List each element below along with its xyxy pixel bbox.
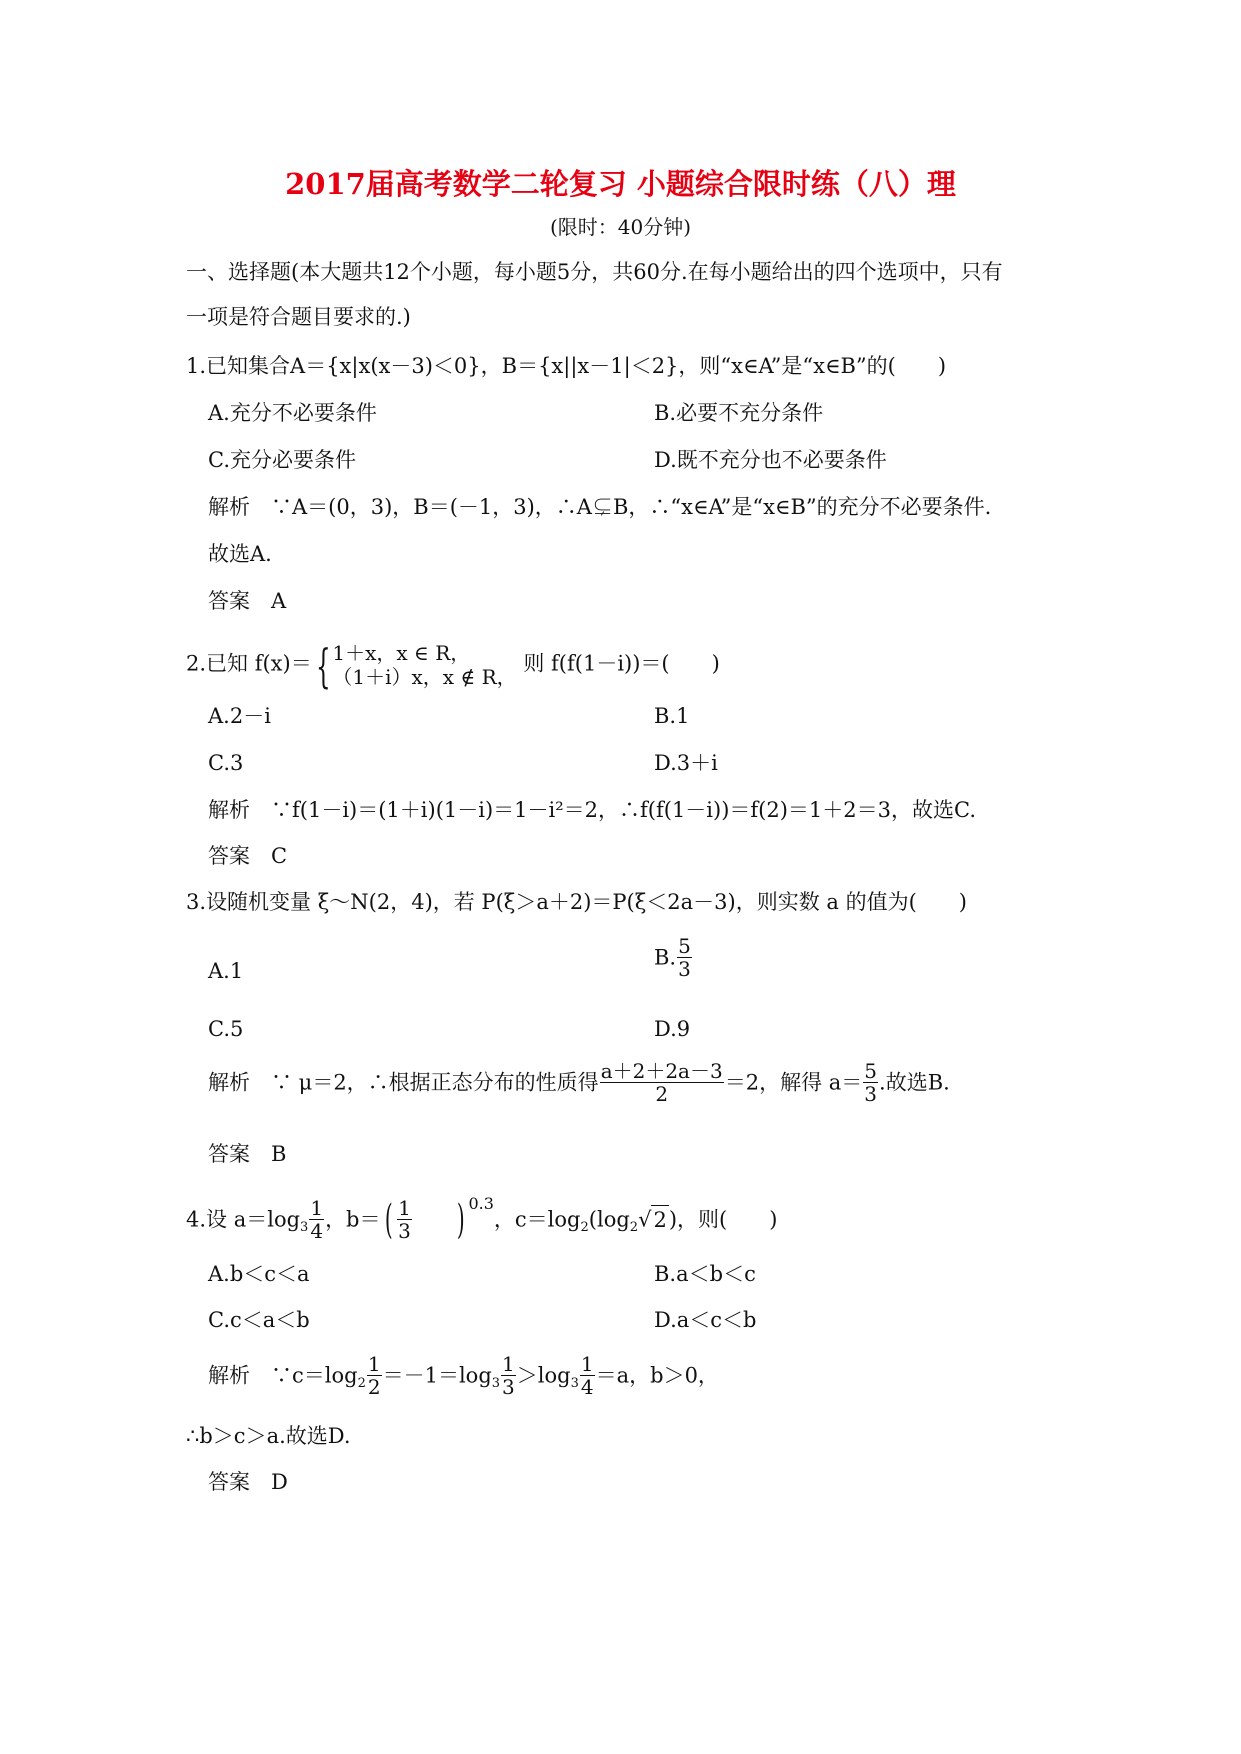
q3-analysis-mid: ＝2，解得 a＝ bbox=[724, 1070, 863, 1095]
q3-option-b-label: B. bbox=[654, 945, 677, 970]
q1-option-b: B.必要不充分条件 bbox=[654, 401, 824, 425]
q4-an-mid1: ＝－1＝log bbox=[382, 1363, 492, 1388]
q4-an-pre: 解析 ∵c＝log bbox=[208, 1363, 358, 1388]
q3-option-b-den: 3 bbox=[678, 957, 691, 981]
q4-an-base-3a: 3 bbox=[491, 1376, 501, 1391]
q3-option-a: A.1 bbox=[208, 959, 244, 983]
q1-option-d: D.既不充分也不必要条件 bbox=[654, 448, 887, 472]
q4-exp-b: 0.3 bbox=[468, 1194, 494, 1213]
q1-option-a: A.充分不必要条件 bbox=[208, 401, 377, 425]
q2-case-2: （1＋i）x，x ∉ R， bbox=[332, 665, 517, 689]
q4-an-frac-1 bbox=[367, 1353, 382, 1398]
q4-an-base-2: 2 bbox=[357, 1376, 366, 1391]
q2-analysis: 解析 ∵f(1－i)＝(1＋i)(1－i)＝1－i²＝2，∴f(f(1－i))＝f(2)＝1＋2＝3，故选C. bbox=[208, 798, 977, 822]
q1-analysis: 解析 ∵A＝(0，3)，B＝(－1，3)，∴A⊊B，∴“x∈A”是“x∈B”的充分不必要条件. bbox=[208, 495, 992, 519]
q4-answer: 答案 D bbox=[208, 1470, 288, 1494]
q3-option-b-num: 5 bbox=[678, 934, 691, 958]
q4-option-d: D.a＜c＜b bbox=[654, 1308, 757, 1332]
section-intro-line-2: 一项是符合题目要求的.) bbox=[186, 305, 411, 329]
q4-an-frac-3 bbox=[580, 1353, 595, 1398]
q3-analysis-prefix: 解析 ∵ μ＝2，∴根据正态分布的性质得 bbox=[208, 1070, 599, 1095]
q4-base-3: 3 bbox=[300, 1220, 309, 1235]
q3-result-den: 3 bbox=[864, 1082, 878, 1106]
q4-an-f1-num: 1 bbox=[367, 1352, 381, 1376]
q4-base-2-inner: 2 bbox=[629, 1220, 639, 1235]
q2-case-1: 1＋x，x ∈ R， bbox=[332, 641, 471, 665]
q4-an-frac-2 bbox=[501, 1353, 516, 1398]
q4-stem-b: ，b＝ bbox=[325, 1207, 381, 1232]
q3-answer: 答案 B bbox=[208, 1142, 287, 1166]
q2-stem bbox=[186, 639, 720, 693]
q4-an-f3-num: 1 bbox=[580, 1352, 594, 1376]
q3-option-d: D.9 bbox=[654, 1017, 691, 1041]
q4-analysis bbox=[208, 1353, 719, 1398]
q4-analysis-cont: ∴b＞c＞a.故选D. bbox=[186, 1424, 351, 1448]
q3-result-num: 5 bbox=[864, 1059, 878, 1083]
q4-an-f2-num: 1 bbox=[502, 1352, 515, 1376]
q1-option-c: C.充分必要条件 bbox=[208, 448, 356, 472]
q4-stem-a: 4.设 a＝log bbox=[186, 1207, 301, 1232]
q4-frac-b bbox=[397, 1197, 412, 1242]
q3-analysis-frac-num: a＋2＋2a－3 bbox=[600, 1059, 723, 1083]
q4-stem bbox=[186, 1190, 777, 1242]
q4-frac-b-num: 1 bbox=[398, 1196, 411, 1220]
q3-analysis bbox=[208, 1060, 950, 1105]
q3-option-b bbox=[654, 935, 693, 980]
q4-option-c: C.c＜a＜b bbox=[208, 1308, 310, 1332]
q2-option-d: D.3＋i bbox=[654, 751, 718, 775]
q1-answer: 答案 A bbox=[208, 589, 287, 613]
q2-option-a: A.2－i bbox=[208, 704, 271, 728]
q4-an-f2-den: 3 bbox=[502, 1375, 515, 1399]
q4-frac-b-den: 3 bbox=[398, 1219, 411, 1243]
q4-an-base-3b: 3 bbox=[570, 1376, 579, 1391]
q4-stem-c2: (log bbox=[588, 1207, 630, 1232]
q3-option-b-fraction bbox=[677, 935, 692, 980]
q3-analysis-fraction bbox=[600, 1060, 724, 1105]
q4-frac-a-den: 4 bbox=[310, 1219, 324, 1243]
q3-analysis-frac-den: 2 bbox=[600, 1082, 724, 1105]
q4-stem-c: ，c＝log bbox=[493, 1207, 581, 1232]
q4-an-end: ＝a，b＞0， bbox=[595, 1363, 719, 1388]
q3-analysis-suffix: .故选B. bbox=[879, 1070, 950, 1095]
q4-frac-a bbox=[309, 1197, 324, 1242]
right-paren-icon: ) bbox=[456, 1196, 465, 1243]
q4-frac-a-num: 1 bbox=[310, 1196, 324, 1220]
q4-base-2: 2 bbox=[580, 1220, 589, 1235]
left-paren-icon: ( bbox=[384, 1196, 393, 1243]
q4-sqrt-value: 2 bbox=[651, 1205, 668, 1234]
q2-stem-prefix: 2.已知 f(x)＝ bbox=[186, 651, 312, 676]
section-intro-line-1: 一、选择题(本大题共12个小题，每小题5分，共60分.在每小题给出的四个选项中，只有 bbox=[186, 260, 1003, 284]
page-title: 2017届高考数学二轮复习 小题综合限时练（八）理 bbox=[285, 167, 956, 201]
q2-answer: 答案 C bbox=[208, 844, 288, 868]
sqrt-icon: √ bbox=[638, 1207, 652, 1232]
q4-stem-end: )，则( ) bbox=[668, 1207, 778, 1232]
q3-analysis-result bbox=[863, 1060, 878, 1105]
q4-an-f1-den: 2 bbox=[367, 1375, 381, 1399]
q2-stem-suffix: 则 f(f(1－i))＝( ) bbox=[523, 651, 720, 676]
q1-stem: 1.已知集合A＝{x|x(x－3)＜0}，B＝{x||x－1|＜2}，则“x∈A”是“x∈B”的( ) bbox=[186, 354, 947, 378]
q4-an-mid2: ＞log bbox=[516, 1363, 571, 1388]
brace-icon: { bbox=[316, 639, 332, 693]
q2-option-c: C.3 bbox=[208, 751, 244, 775]
q3-option-c: C.5 bbox=[208, 1017, 244, 1041]
q4-an-f3-den: 4 bbox=[580, 1375, 594, 1399]
q3-stem: 3.设随机变量 ξ～N(2，4)，若 P(ξ＞a＋2)＝P(ξ＜2a－3)，则实数 a 的值为( ) bbox=[186, 890, 967, 914]
q2-option-b: B.1 bbox=[654, 704, 690, 728]
q1-analysis-cont: 故选A. bbox=[208, 542, 272, 566]
q4-option-b: B.a＜b＜c bbox=[654, 1262, 756, 1286]
q2-piecewise bbox=[316, 639, 517, 693]
q4-option-a: A.b＜c＜a bbox=[208, 1262, 310, 1286]
time-limit: (限时：40分钟) bbox=[549, 215, 692, 239]
